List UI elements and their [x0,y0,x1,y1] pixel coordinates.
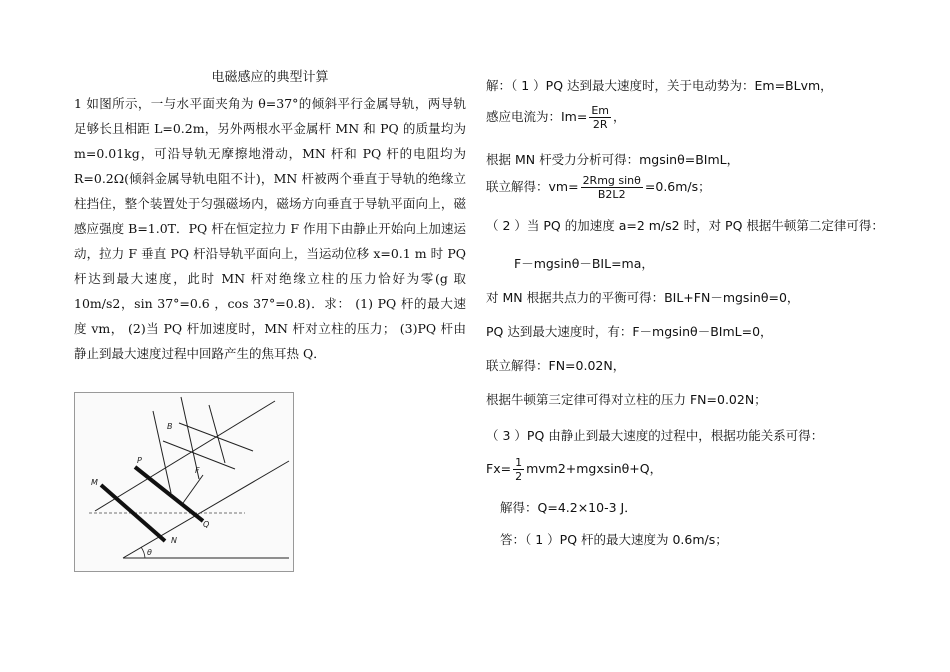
line12-suffix: mvm2+mgxsinθ+Q， [526,461,663,476]
frac-num: 1 [515,456,523,469]
label-f: F [195,466,200,475]
frac-den: B2L2 [597,188,626,201]
line4-prefix: 联立解得：vm= [486,179,579,194]
solution-line-8: PQ 达到最大速度时，有：F－mgsinθ－BImL=0， [486,324,773,339]
solution-line-9: 联立解得：FN=0.02N， [486,358,626,373]
problem-column [74,66,466,366]
label-m: M [91,478,98,487]
fraction-velocity [581,174,643,201]
solution-line-3: 根据 MN 杆受力分析可得：mgsinθ=BImL， [486,152,740,167]
solution-line-2 [486,104,626,131]
solution-line-14: 答：（ 1 ）PQ 杆的最大速度为 0.6m/s； [500,532,728,547]
page-title: 电磁感应的典型计算 [211,70,329,85]
solution-line-11: （ 3 ）PQ 由静止到最大速度的过程中，根据功能关系可得： [486,428,824,443]
solution-line-13: 解得：Q=4.2×10-3 J． [500,500,637,515]
label-q: Q [203,520,210,529]
fraction-current [589,104,611,131]
rail-diagram [75,393,293,571]
problem-statement: 1 如图所示，一与水平面夹角为 θ=37°的倾斜平行金属导轨，两导轨足够长且相距 L=0.2m，另外两根水平金属杆 MN 和 PQ 的质量均为 m=0.01kg，可沿导轨无摩擦地滑动，MN 杆和 PQ 杆的电阻均为 R=0.2Ω(倾斜金属导轨电阻不计)，MN 杆被两个垂直于导轨的绝缘立柱挡住，整个装置处于匀强磁场内，磁场方向垂直于导轨平面向上，磁感应强度 B=1.0T．PQ 杆在恒定拉力 F 作用下由静止开始向上加速运动，拉力 F 垂直 PQ 杆沿导轨平面向上，当运动位移 x=0.1 m 时 PQ 杆达到最大速度，此时 MN 杆对绝缘立柱的压力恰好为零(g 取 10m/s2，sin 37°=0.6 ，cos 37°=0.8)．求： (1) PQ 杆的最大速度 vm， (2)当 PQ 杆加速度时，MN 杆对立柱的压力； (3)PQ 杆由静止到最大速度过程中回路产生的焦耳热 Q． [74,96,466,361]
cross-line-1 [163,441,235,469]
force-arrow [183,475,203,503]
line12-prefix: Fx= [486,461,512,476]
fraction-half [513,456,524,483]
line2-prefix: 感应电流为：Im= [486,109,588,124]
solution-line-4 [486,174,711,201]
angle-arc [141,547,145,558]
solution-line-7: 对 MN 根据共点力的平衡可得：BIL+FN－mgsinθ=0， [486,290,800,305]
frac-den: 2 [515,470,523,483]
solution-line-10: 根据牛顿第三定律可得对立柱的压力 FN=0.02N； [486,392,767,407]
solution-line-6: F－mgsinθ－BIL=ma， [514,256,654,271]
solution-line-12 [486,456,662,483]
frac-num: Em [591,104,610,117]
label-theta: θ [147,548,152,557]
frac-den: 2R [592,118,608,131]
solution-line-1: 解：（ 1 ）PQ 达到最大速度时，关于电动势为：Em=BLvm， [486,78,833,93]
label-n: N [171,536,177,545]
physics-figure [74,392,294,572]
solution-line-5: （ 2 ）当 PQ 的加速度 a=2 m/s2 时，对 PQ 根据牛顿第二定律可得： [486,218,884,233]
frac-num: 2Rmg sinθ [582,174,641,187]
label-b: B [167,422,173,431]
line4-suffix: =0.6m/s； [644,179,711,194]
label-p: P [137,456,142,465]
field-arrow-3 [209,405,225,463]
line2-suffix: ， [613,109,626,124]
